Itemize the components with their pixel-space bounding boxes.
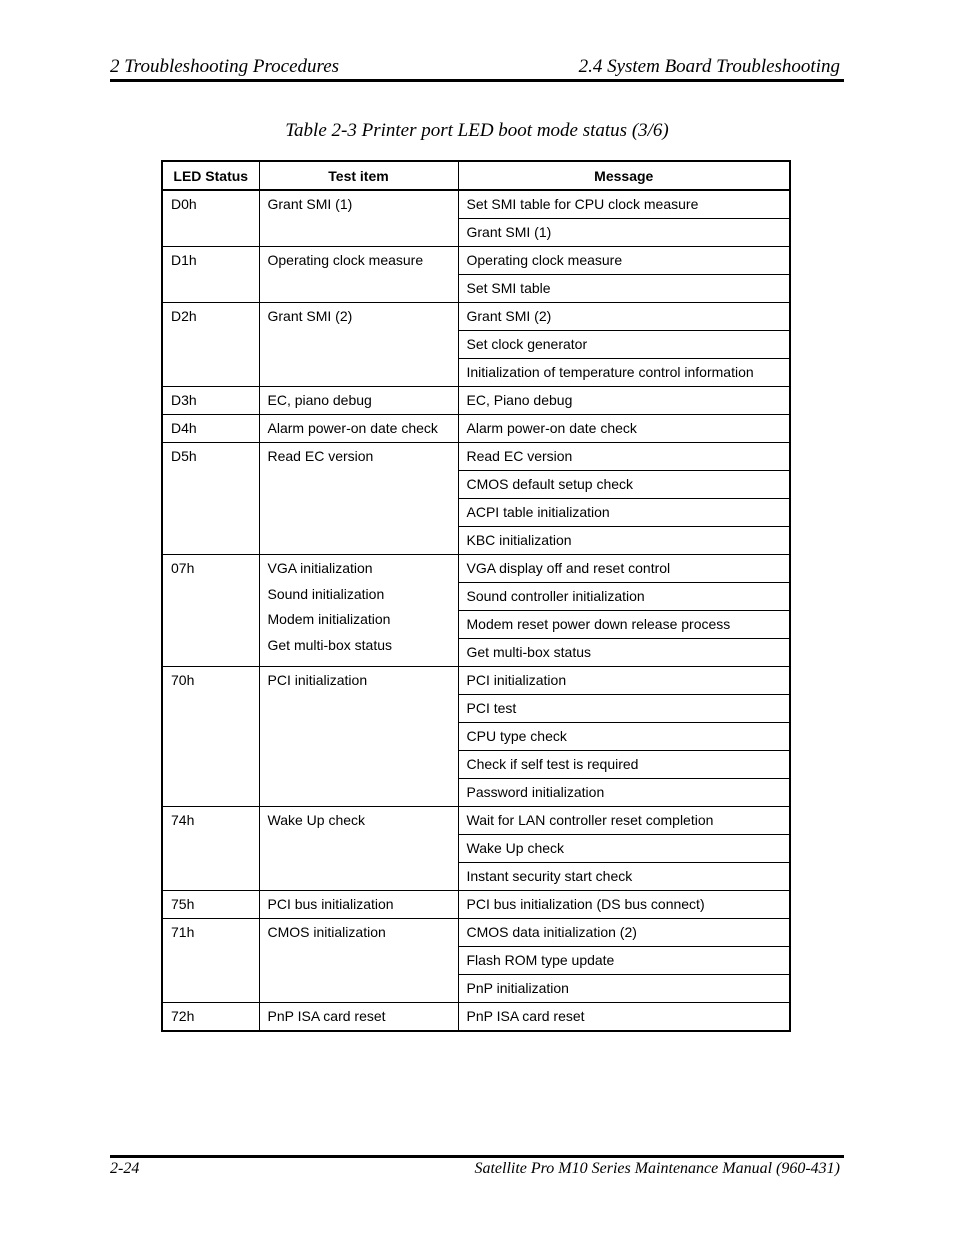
message-cell: Set SMI table for CPU clock measure bbox=[458, 190, 790, 219]
message-cell: Sound controller initialization bbox=[458, 583, 790, 611]
table-row bbox=[162, 303, 790, 331]
page-number: 2-24 bbox=[110, 1160, 140, 1177]
message-cell: Password initialization bbox=[458, 779, 790, 807]
led-status-cell: 07h bbox=[162, 555, 259, 667]
table-caption: Table 2-3 Printer port LED boot mode status (3/6) bbox=[285, 120, 669, 141]
table-row bbox=[162, 443, 790, 471]
table-row bbox=[162, 667, 790, 695]
led-status-cell: D1h bbox=[162, 247, 259, 303]
footer-rule bbox=[110, 1155, 844, 1158]
test-item-cell: Grant SMI (1) bbox=[259, 190, 458, 247]
message-cell: Set SMI table bbox=[458, 275, 790, 303]
message-cell: Flash ROM type update bbox=[458, 947, 790, 975]
message-cell: Operating clock measure bbox=[458, 247, 790, 275]
message-cell: PCI bus initialization (DS bus connect) bbox=[458, 891, 790, 919]
page-footer bbox=[110, 1160, 840, 1182]
table-row bbox=[162, 919, 790, 947]
message-cell: Instant security start check bbox=[458, 863, 790, 891]
test-item-cell: CMOS initialization bbox=[259, 919, 458, 1003]
table-row bbox=[162, 387, 790, 415]
page-header bbox=[110, 56, 840, 80]
test-item-cell bbox=[259, 555, 458, 667]
test-item-line: Sound initialization bbox=[267, 585, 385, 602]
test-item-cell: Wake Up check bbox=[259, 807, 458, 891]
test-item-cell: PnP ISA card reset bbox=[259, 1003, 458, 1032]
test-item-line: VGA initialization bbox=[267, 560, 373, 576]
message-cell: Read EC version bbox=[458, 443, 790, 471]
table-row bbox=[162, 415, 790, 443]
message-cell: CPU type check bbox=[458, 723, 790, 751]
test-item-line: Get multi-box status bbox=[267, 636, 392, 653]
header-chapter: 2 Troubleshooting Procedures bbox=[110, 56, 340, 77]
table-row bbox=[162, 807, 790, 835]
message-cell: PnP initialization bbox=[458, 975, 790, 1003]
message-cell: Initialization of temperature control information bbox=[458, 359, 790, 387]
message-cell: Grant SMI (1) bbox=[458, 219, 790, 247]
led-status-table bbox=[161, 160, 791, 1032]
led-status-cell: D4h bbox=[162, 415, 259, 443]
test-item-cell: PCI bus initialization bbox=[259, 891, 458, 919]
message-cell: ACPI table initialization bbox=[458, 499, 790, 527]
message-cell: CMOS data initialization (2) bbox=[458, 919, 790, 947]
message-cell: Alarm power-on date check bbox=[458, 415, 790, 443]
manual-title: Satellite Pro M10 Series Maintenance Manual (960-431) bbox=[474, 1160, 840, 1177]
test-item-cell: Alarm power-on date check bbox=[259, 415, 458, 443]
led-status-cell: D0h bbox=[162, 190, 259, 247]
table-row bbox=[162, 891, 790, 919]
message-cell: PCI initialization bbox=[458, 667, 790, 695]
led-status-cell: D2h bbox=[162, 303, 259, 387]
message-cell: Check if self test is required bbox=[458, 751, 790, 779]
message-cell: Grant SMI (2) bbox=[458, 303, 790, 331]
message-cell: Get multi-box status bbox=[458, 639, 790, 667]
table-row bbox=[162, 190, 790, 219]
table-row bbox=[162, 555, 790, 583]
led-status-cell: 74h bbox=[162, 807, 259, 891]
led-status-cell: 72h bbox=[162, 1003, 259, 1032]
column-header-message: Message bbox=[458, 161, 790, 190]
message-cell: EC, Piano debug bbox=[458, 387, 790, 415]
message-cell: Wake Up check bbox=[458, 835, 790, 863]
led-status-cell: 71h bbox=[162, 919, 259, 1003]
column-header-led-status: LED Status bbox=[162, 161, 259, 190]
message-cell: CMOS default setup check bbox=[458, 471, 790, 499]
led-status-cell: 70h bbox=[162, 667, 259, 807]
table-body bbox=[162, 190, 790, 1031]
message-cell: KBC initialization bbox=[458, 527, 790, 555]
message-cell: Modem reset power down release process bbox=[458, 611, 790, 639]
message-cell: VGA display off and reset control bbox=[458, 555, 790, 583]
test-item-cell: EC, piano debug bbox=[259, 387, 458, 415]
test-item-cell: Read EC version bbox=[259, 443, 458, 555]
column-header-test-item: Test item bbox=[259, 161, 458, 190]
table-row bbox=[162, 1003, 790, 1032]
header-section: 2.4 System Board Troubleshooting bbox=[578, 56, 840, 77]
test-item-cell: Operating clock measure bbox=[259, 247, 458, 303]
led-status-cell: D5h bbox=[162, 443, 259, 555]
message-cell: PnP ISA card reset bbox=[458, 1003, 790, 1032]
header-rule bbox=[110, 79, 844, 82]
message-cell: Wait for LAN controller reset completion bbox=[458, 807, 790, 835]
led-status-cell: 75h bbox=[162, 891, 259, 919]
test-item-cell: PCI initialization bbox=[259, 667, 458, 807]
message-cell: PCI test bbox=[458, 695, 790, 723]
test-item-cell: Grant SMI (2) bbox=[259, 303, 458, 387]
table-row bbox=[162, 247, 790, 275]
table-header-row bbox=[162, 161, 790, 190]
test-item-line: Modem initialization bbox=[267, 611, 391, 627]
message-cell: Set clock generator bbox=[458, 331, 790, 359]
led-status-cell: D3h bbox=[162, 387, 259, 415]
